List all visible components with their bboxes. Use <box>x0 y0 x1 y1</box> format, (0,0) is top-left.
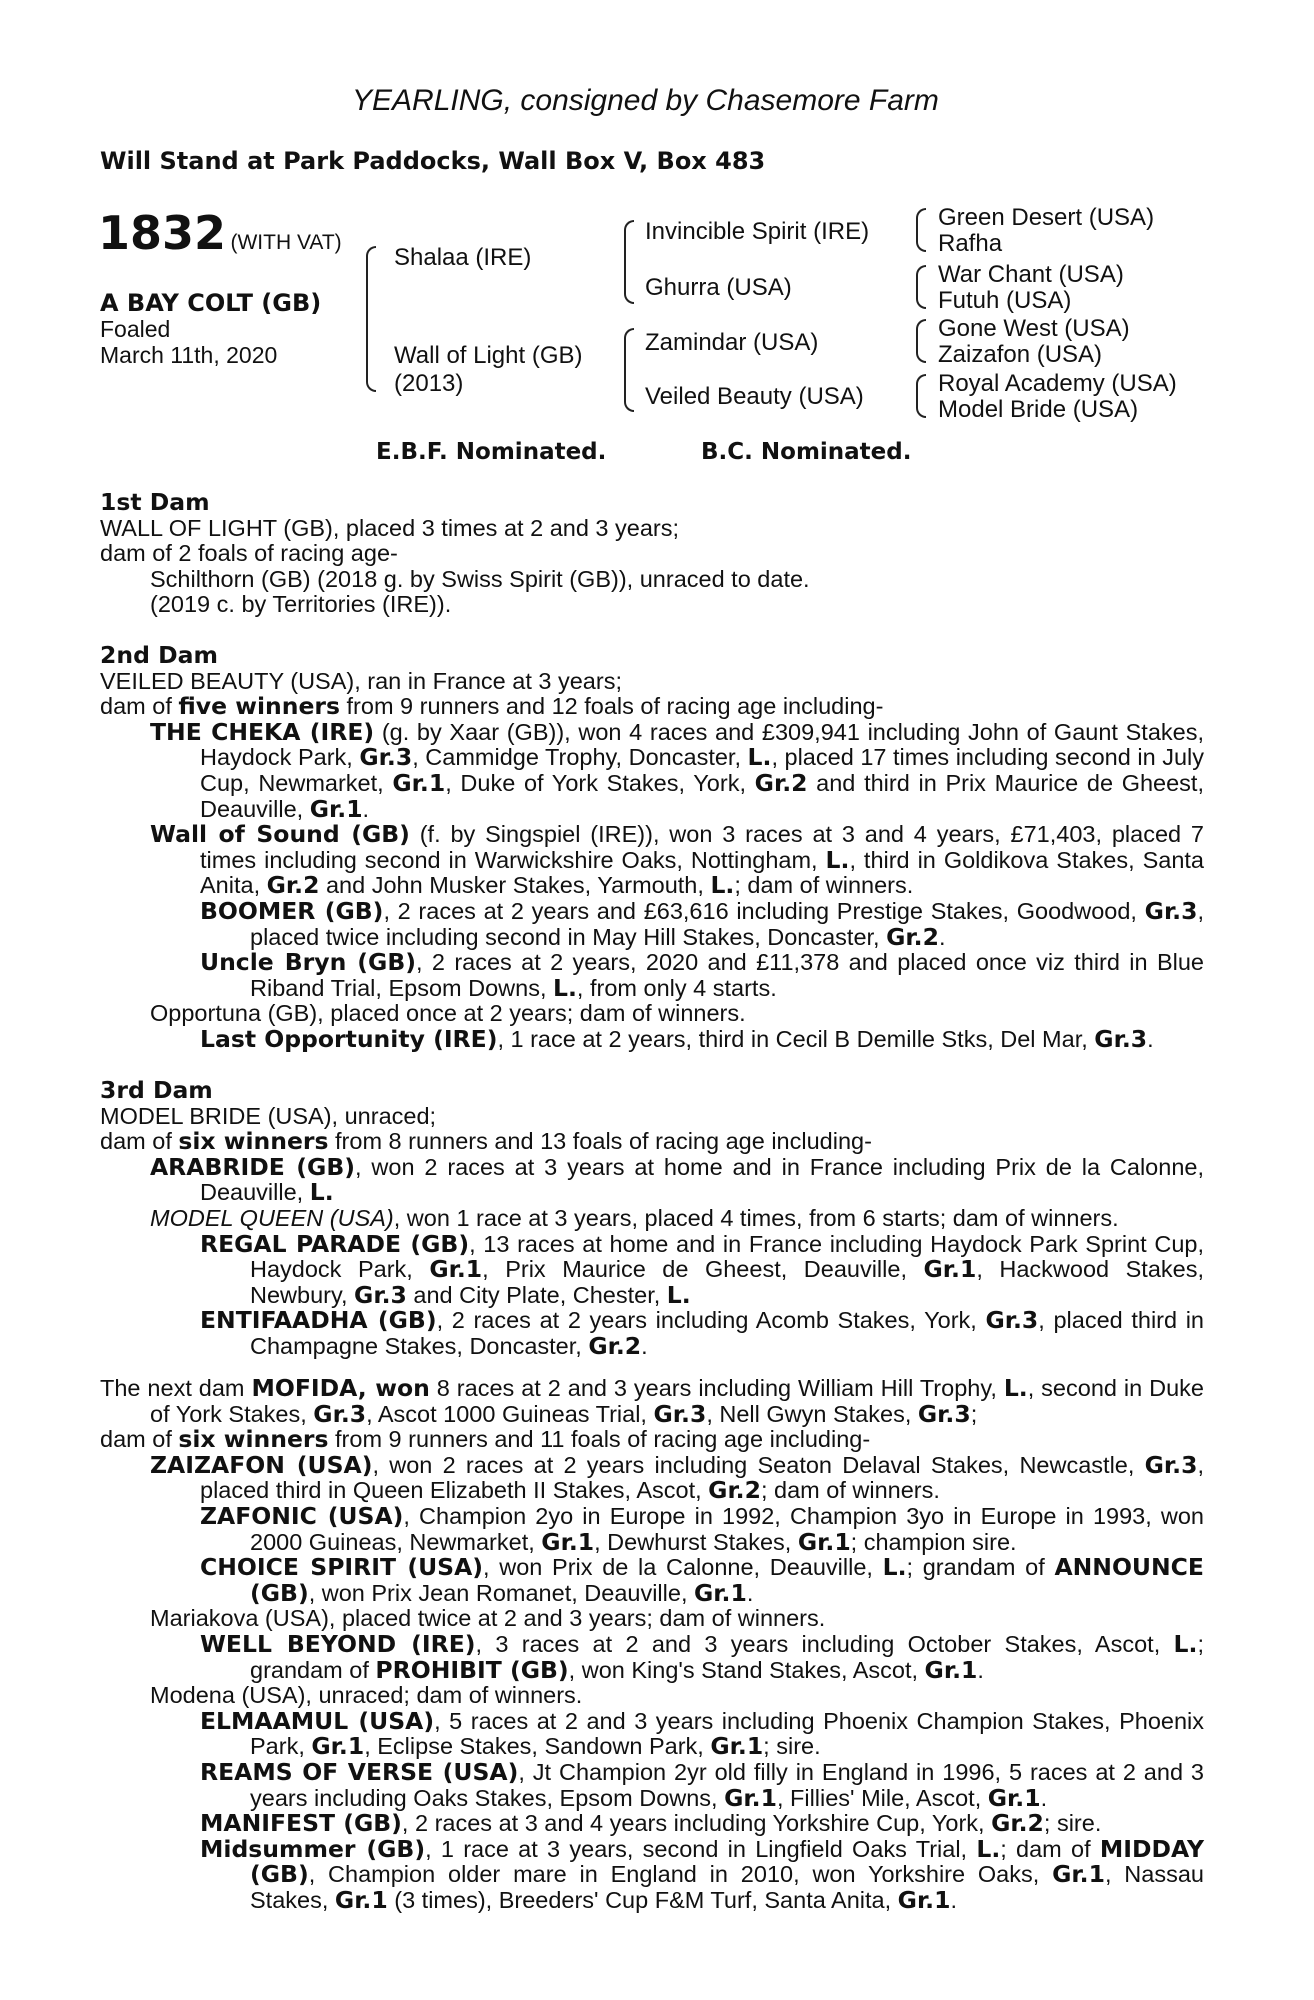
pedigree-dam-year: (2013) <box>394 370 464 397</box>
pedigree-g-3: War Chant (USA) <box>938 261 1124 288</box>
grade: Gr.3 <box>313 1399 367 1428</box>
text: , Champion older mare in England in 2010, won Yorkshire Oaks, <box>308 1861 1053 1888</box>
grade: Gr.3 <box>653 1399 707 1428</box>
text: . <box>641 1332 648 1359</box>
text: from 8 runners and 13 foals of racing age including- <box>328 1128 872 1155</box>
text: , won King's Stand Stakes, Ascot, <box>568 1656 925 1683</box>
horse-name: MOFIDA <box>251 1374 358 1402</box>
grade: Gr.2 <box>991 1809 1044 1838</box>
text: , Duke of York Stakes, York, <box>445 769 755 796</box>
text: . <box>950 1886 957 1913</box>
progeny-entry <box>200 896 1204 951</box>
grade: Gr.1 <box>923 1255 977 1284</box>
text: ; dam of winners. <box>760 1477 940 1504</box>
pedigree-g-6: Zaizafon (USA) <box>938 341 1103 368</box>
grade: Gr.1 <box>987 1783 1041 1812</box>
text: ; grandam of <box>250 1630 1204 1683</box>
text: The next dam <box>100 1375 252 1401</box>
grade: L. <box>882 1553 907 1582</box>
grade: Gr.1 <box>309 794 363 823</box>
horse-name: CHOICE SPIRIT (USA) <box>200 1553 484 1582</box>
horse-name: REGAL PARADE (GB) <box>200 1229 470 1258</box>
text: , 2 races at 2 years, 2020 and £11,378 and placed once viz third in Blue Riband Trial, Epsom Downs, <box>250 949 1204 1001</box>
grade: Gr.2 <box>266 871 320 900</box>
text: , Eclipse Stakes, Sandown Park, <box>364 1733 711 1760</box>
text: , won 2 races at 2 years including Seaton Delaval Stakes, Newcastle, <box>372 1451 1145 1478</box>
grade: Gr.1 <box>392 768 446 797</box>
text: ; grandam of <box>906 1554 1055 1581</box>
third-dam-heading: 3rd Dam <box>100 1076 213 1104</box>
horse-name: WELL BEYOND (IRE) <box>200 1629 476 1658</box>
grade: Gr.1 <box>710 1732 764 1761</box>
pedigree-dam-sire: Zamindar (USA) <box>645 329 819 356</box>
text: , won 2 races at 3 years at home and in France including Prix de la Calonne, Deauville, <box>200 1153 1204 1206</box>
text: , Dewhurst Stakes, <box>594 1528 798 1555</box>
grade: Gr.1 <box>311 1732 365 1761</box>
horse-name: THE CHEKA (IRE) <box>150 717 375 746</box>
text: , 5 races at 2 and 3 years including Phoenix Champion Stakes, Phoenix Park, <box>250 1707 1204 1760</box>
horse-name: ENTIFAADHA (GB) <box>200 1306 437 1335</box>
next-dam-section <box>100 1376 1204 1913</box>
text: ; <box>970 1400 978 1427</box>
text: , Jt Champion 2yr old filly in England in 1996, 5 races at 2 and 3 years including Oaks Stakes, Epsom Downs, <box>250 1758 1204 1811</box>
text: , won Prix de la Calonne, Deauville, <box>483 1554 883 1581</box>
grade: L. <box>553 973 577 1002</box>
winners-count: five winners <box>178 692 340 721</box>
pedigree-brace-1 <box>916 208 926 252</box>
grade: Gr.1 <box>924 1655 978 1684</box>
pedigree-g-7: Royal Academy (USA) <box>938 370 1177 397</box>
text: , 13 races at home and in France including Haydock Park Sprint Cup, Haydock Park, <box>250 1230 1204 1283</box>
grade: Gr.3 <box>917 1399 971 1428</box>
text: , Ascot 1000 Guineas Trial, <box>366 1400 654 1427</box>
text: , Prix Maurice de Gheest, Deauville, <box>482 1256 924 1283</box>
grade: L. <box>1173 1629 1198 1658</box>
progeny-entry <box>200 1308 1204 1359</box>
horse-name: ELMAAMUL (USA) <box>200 1706 435 1735</box>
first-dam-line: WALL OF LIGHT (GB), placed 3 times at 2 and 3 years; <box>100 514 680 541</box>
horse-name: Wall of Sound (GB) <box>150 820 410 849</box>
grade: Gr.2 <box>886 922 939 951</box>
progeny-entry <box>200 1229 1204 1309</box>
text: , Hackwood Stakes, Newbury, <box>250 1256 1204 1308</box>
grade: L. <box>309 1178 334 1207</box>
horse-name: REAMS OF VERSE (USA) <box>200 1757 519 1786</box>
grade: Gr.1 <box>797 1527 851 1556</box>
text: , Cammidge Trophy, Doncaster, <box>412 744 748 771</box>
text: , 2 races at 2 years including Acomb Stakes, York, <box>436 1307 986 1334</box>
progeny-entry <box>200 950 1204 1001</box>
text: , second in Duke of York Stakes, <box>150 1375 1204 1427</box>
pedigree-brace-sire <box>624 220 634 304</box>
ebf-nominated: E.B.F. Nominated. <box>376 439 607 465</box>
text: ; sire. <box>1043 1810 1102 1837</box>
text: , placed 17 times including second in July Cup, Newmarket, <box>200 744 1204 796</box>
text: , won 1 race at 3 years, placed 4 times, from 6 starts; dam of winners. <box>393 1204 1119 1231</box>
horse-name: PROHIBIT (GB) <box>375 1655 569 1684</box>
pedigree-sire: Shalaa (IRE) <box>394 244 532 271</box>
text: , 2 races at 2 years and £63,616 including Prestige Stakes, Goodwood, <box>383 897 1145 924</box>
text: from 9 runners and 12 foals of racing age including- <box>339 693 884 720</box>
text: , Fillies' Mile, Ascot, <box>776 1784 988 1811</box>
text: ; champion sire. <box>850 1528 1017 1555</box>
consignor-heading: YEARLING, consigned by Chasemore Farm <box>352 84 939 117</box>
text: , placed third in Queen Elizabeth II Stakes, Ascot, <box>200 1451 1204 1504</box>
winners-count: six winners <box>178 1425 329 1454</box>
text: , placed third in Champagne Stakes, Doncaster, <box>250 1307 1205 1359</box>
text: . <box>977 1656 984 1683</box>
lot-number <box>98 206 342 260</box>
pedigree-brace-3 <box>916 319 926 363</box>
progeny-entry <box>200 1555 1204 1606</box>
progeny-entry <box>150 717 1204 823</box>
first-dam-line: dam of 2 foals of racing age- <box>100 540 398 567</box>
progeny-entry <box>200 1834 1204 1914</box>
text: dam of <box>100 1426 179 1453</box>
progeny-entry <box>200 1757 1204 1812</box>
text: , Champion 2yo in Europe in 1992, Champion 3yo in Europe in 1993, won 2000 Guineas, Newmarket, <box>250 1502 1204 1555</box>
pedigree-g-8: Model Bride (USA) <box>938 396 1139 423</box>
progeny-entry: Mariakova (USA), placed twice at 2 and 3 years; dam of winners. <box>150 1605 826 1632</box>
text: from 9 runners and 11 foals of racing age including- <box>328 1426 871 1453</box>
text: dam of <box>100 693 179 720</box>
text: , 1 race at 3 years, second in Lingfield Oaks Trial, <box>425 1835 977 1862</box>
grade: Gr.1 <box>334 1885 388 1914</box>
grade: Gr.1 <box>429 1255 483 1284</box>
text: ; dam of winners. <box>734 872 914 899</box>
pedigree-dam: Wall of Light (GB) <box>394 342 583 369</box>
text: (f. by Singspiel (IRE)), won 3 races at 3 and 4 years, £71,403, placed 7 times including second in Warwickshire Oaks, Nottingham, <box>200 821 1204 873</box>
text: dam of <box>100 1128 179 1155</box>
text: (g. by Xaar (GB)), won 4 races and £309,941 including John of Gaunt Stakes, Haydock Park, <box>200 718 1204 771</box>
grade: Gr.1 <box>694 1578 747 1607</box>
progeny-entry <box>200 1024 1204 1053</box>
grade: L. <box>825 845 850 874</box>
third-dam-line: MODEL BRIDE (USA), unraced; <box>100 1102 437 1129</box>
grade: Gr.3 <box>1094 1024 1148 1053</box>
text: . <box>362 795 370 822</box>
text: . <box>1040 1784 1048 1811</box>
third-dam-section <box>100 1078 1204 1360</box>
lot-title: A BAY COLT (GB) <box>100 289 322 317</box>
text: , from only 4 starts. <box>576 974 777 1001</box>
progeny-entry <box>200 1706 1204 1761</box>
second-dam-section <box>100 643 1204 1053</box>
grade: Gr.3 <box>1144 896 1198 925</box>
text: , Nell Gwyn Stakes, <box>706 1400 918 1427</box>
text: and third in Prix Maurice de Gheest, Deauville, <box>200 769 1204 822</box>
text: , 1 race at 2 years, third in Cecil B Demille Stks, Del Mar, <box>497 1025 1095 1052</box>
grade: Gr.3 <box>354 1280 407 1309</box>
progeny-entry <box>150 1206 1204 1232</box>
foaled-date: March 11th, 2020 <box>100 342 278 368</box>
text: ; dam of <box>1000 1835 1100 1862</box>
pedigree-sire-dam: Ghurra (USA) <box>645 274 792 301</box>
text: . <box>1147 1025 1154 1052</box>
progeny-entry <box>200 1811 1204 1837</box>
text: . <box>938 923 946 950</box>
progeny-entry <box>200 1501 1204 1556</box>
horse-name: MANIFEST (GB) <box>200 1809 402 1838</box>
grade: Gr.2 <box>754 768 808 797</box>
progeny-entry: Modena (USA), unraced; dam of winners. <box>150 1682 583 1709</box>
text: , 3 races at 2 and 3 years including October Stakes, Ascot, <box>475 1630 1174 1657</box>
first-dam-produce: Schilthorn (GB) (2018 g. by Swiss Spirit (GB)), unraced to date. <box>150 565 810 592</box>
progeny-entry <box>150 822 1204 899</box>
grade: Gr.3 <box>359 743 413 772</box>
grade: Gr.1 <box>897 1885 951 1914</box>
grade: L. <box>747 743 772 772</box>
first-dam-heading: 1st Dam <box>100 488 210 516</box>
horse-name: Last Opportunity (IRE) <box>200 1024 498 1053</box>
grade: Gr.2 <box>708 1476 761 1505</box>
grade: Gr.1 <box>1052 1860 1105 1889</box>
stand-location: Will Stand at Park Paddocks, Wall Box V, Box 483 <box>100 147 766 175</box>
foaled-label: Foaled <box>100 316 171 342</box>
bc-nominated: B.C. Nominated. <box>701 439 912 465</box>
second-dam-heading: 2nd Dam <box>100 641 218 669</box>
vat-label: (WITH VAT) <box>230 231 342 254</box>
horse-name: ZAFONIC (USA) <box>200 1501 404 1530</box>
progeny-entry <box>200 1629 1204 1684</box>
pedigree-g-5: Gone West (USA) <box>938 315 1130 342</box>
progeny-entry <box>150 1450 1204 1505</box>
text: , won <box>357 1374 430 1402</box>
grade: L. <box>1003 1374 1028 1402</box>
text: , 2 races at 3 and 4 years including Yorkshire Cup, York, <box>401 1810 992 1837</box>
grade: Gr.1 <box>541 1527 595 1556</box>
pedigree-brace-main <box>366 246 376 392</box>
horse-name: ANNOUNCE (GB) <box>250 1553 1204 1607</box>
grade: Gr.3 <box>1144 1450 1198 1479</box>
progeny-entry <box>150 1152 1204 1207</box>
text: (3 times), Breeders' Cup F&M Turf, Santa Anita, <box>387 1886 898 1913</box>
pedigree-g-2: Rafha <box>938 230 1003 257</box>
grade: L. <box>976 1834 1001 1863</box>
first-dam-produce: (2019 c. by Territories (IRE)). <box>150 591 452 618</box>
progeny-entry: Opportuna (GB), placed once at 2 years; dam of winners. <box>150 1000 746 1027</box>
second-dam-line: VEILED BEAUTY (USA), ran in France at 3 years; <box>100 667 622 694</box>
grade: Gr.1 <box>724 1783 777 1812</box>
text: ; sire. <box>763 1733 821 1760</box>
horse-name: ARABRIDE (GB) <box>150 1152 355 1181</box>
pedigree-brace-4 <box>916 374 926 418</box>
text: , won Prix Jean Romanet, Deauville, <box>308 1579 695 1606</box>
lot-number-value: 1832 <box>98 206 227 260</box>
pedigree-brace-dam <box>624 328 634 412</box>
second-dam-line <box>100 694 1204 720</box>
text: and City Plate, Chester, <box>406 1281 667 1308</box>
first-dam-section <box>100 490 1204 618</box>
horse-name: MODEL QUEEN (USA) <box>150 1204 394 1231</box>
text: and John Musker Stakes, Yarmouth, <box>319 872 711 899</box>
pedigree-dam-dam: Veiled Beauty (USA) <box>645 383 864 410</box>
horse-name: MIDDAY (GB) <box>250 1834 1204 1889</box>
winners-count: six winners <box>178 1127 329 1156</box>
horse-name: ZAIZAFON (USA) <box>150 1450 373 1479</box>
text: 8 races at 2 and 3 years including William Hill Trophy, <box>429 1375 1004 1401</box>
horse-name: Midsummer (GB) <box>200 1834 426 1863</box>
grade: L. <box>666 1280 691 1309</box>
text: , third in Goldikova Stakes, Santa Anita, <box>200 846 1204 899</box>
horse-name: Uncle Bryn (GB) <box>200 948 416 977</box>
pedigree-g-1: Green Desert (USA) <box>938 204 1155 231</box>
pedigree-sire-sire: Invincible Spirit (IRE) <box>645 218 870 245</box>
text: , Nassau Stakes, <box>250 1861 1204 1913</box>
grade: L. <box>710 871 735 900</box>
pedigree-brace-2 <box>916 265 926 309</box>
text: . <box>746 1579 754 1606</box>
horse-name: BOOMER (GB) <box>200 896 384 925</box>
next-dam-line <box>100 1427 1204 1453</box>
pedigree-g-4: Futuh (USA) <box>938 287 1072 314</box>
grade: Gr.3 <box>985 1306 1039 1335</box>
text: , placed twice including second in May Hill Stakes, Doncaster, <box>250 897 1204 950</box>
grade: Gr.2 <box>588 1331 642 1360</box>
next-dam-intro <box>100 1376 1204 1427</box>
third-dam-line <box>100 1129 1204 1155</box>
